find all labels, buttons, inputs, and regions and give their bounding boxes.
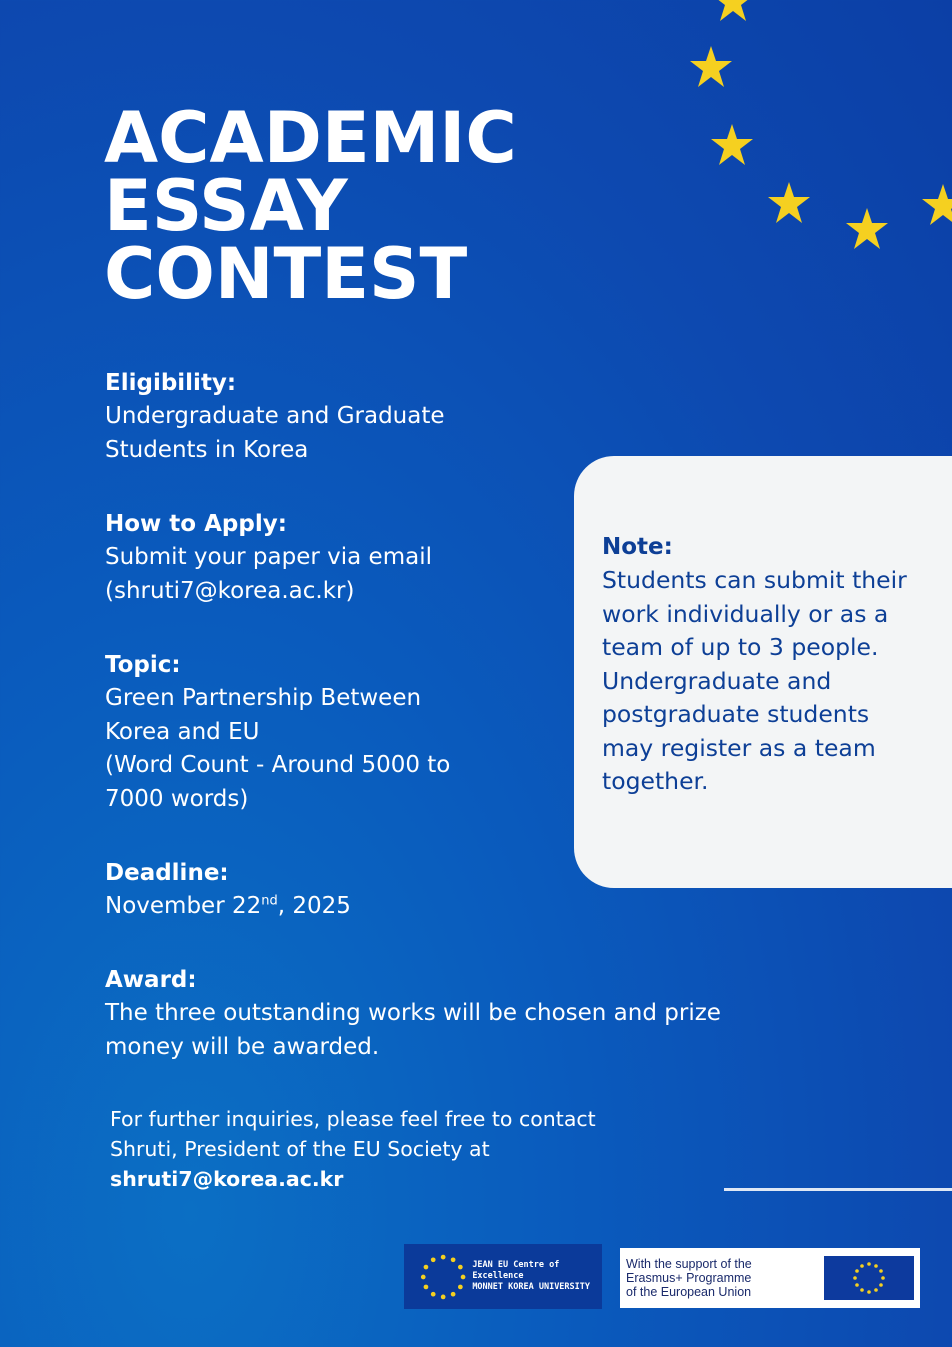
deadline-date-prefix: November 22 [105, 893, 262, 919]
award-label: Award: [105, 967, 197, 993]
topic-line-4: 7000 words) [105, 785, 249, 812]
note-line-5: postgraduate students [602, 700, 870, 728]
contact-email-link[interactable]: shruti7@korea.ac.kr [110, 1167, 344, 1191]
deadline-date-year: , 2025 [277, 893, 351, 919]
note-line-3: team of up to 3 people. [602, 633, 879, 661]
eligibility-line-1: Undergraduate and Graduate [105, 403, 445, 429]
apply-label: How to Apply: [105, 511, 287, 537]
note-label: Note: [602, 534, 673, 560]
jean-monnet-line-1: JEAN EU Centre of Excellence [472, 1260, 560, 1281]
divider-line [724, 1188, 952, 1191]
deadline-date-suffix-ordinal: nd [261, 893, 278, 909]
deadline-section [105, 856, 575, 924]
page-title [104, 97, 517, 315]
eu-star-icon [766, 180, 812, 226]
erasmus-text [622, 1257, 822, 1299]
eu-star-icon [920, 182, 952, 228]
award-line-2: money will be awarded. [105, 1033, 380, 1060]
award-section [105, 963, 805, 1064]
note-line-1: Students can submit their [602, 566, 907, 594]
eligibility-line-2: Students in Korea [105, 436, 309, 463]
note-line-4: Undergraduate and [602, 666, 832, 695]
eligibility-label: Eligibility: [105, 370, 237, 396]
jean-monnet-text [472, 1260, 602, 1293]
note-line-2: work individually or as a [602, 599, 889, 628]
jean-monnet-logo [404, 1244, 602, 1309]
erasmus-line-2: Erasmus+ Programme [626, 1271, 752, 1285]
note-line-7: together. [602, 767, 709, 795]
eu-star-icon [710, 0, 756, 24]
title-line-3: CONTEST [104, 233, 468, 315]
eligibility-section [105, 366, 575, 467]
jean-monnet-line-2: MONNET KOREA UNIVERSITY [472, 1282, 591, 1292]
topic-label: Topic: [105, 652, 181, 678]
apply-line-2: (shruti7@korea.ac.kr) [105, 577, 355, 604]
star-ring-icon [416, 1247, 470, 1307]
erasmus-line-1: With the support of the [626, 1257, 752, 1271]
note-line-6: may register as a team [602, 733, 876, 762]
topic-section [105, 648, 575, 816]
contact-line-1: For further inquiries, please feel free to contact [110, 1107, 596, 1131]
topic-line-3: (Word Count - Around 5000 to [105, 752, 451, 778]
contact-section [110, 1104, 596, 1194]
erasmus-logo [620, 1248, 920, 1308]
eu-star-icon [688, 44, 734, 90]
title-line-2: ESSAY [104, 165, 348, 247]
contact-line-2: Shruti, President of the EU Society at [110, 1137, 490, 1161]
note-card [574, 456, 952, 888]
eu-star-icon [709, 122, 755, 168]
apply-section [105, 507, 575, 608]
award-line-1: The three outstanding works will be chosen and prize [105, 1000, 721, 1026]
title-line-1: ACADEMIC [104, 97, 517, 179]
eu-flag-icon [824, 1256, 914, 1300]
topic-line-1: Green Partnership Between [105, 685, 422, 711]
eu-star-icon [844, 206, 890, 252]
deadline-label: Deadline: [105, 860, 229, 886]
deadline-date [105, 890, 575, 924]
erasmus-line-3: of the European Union [626, 1285, 752, 1299]
topic-line-2: Korea and EU [105, 718, 260, 745]
apply-line-1: Submit your paper via email [105, 544, 432, 570]
